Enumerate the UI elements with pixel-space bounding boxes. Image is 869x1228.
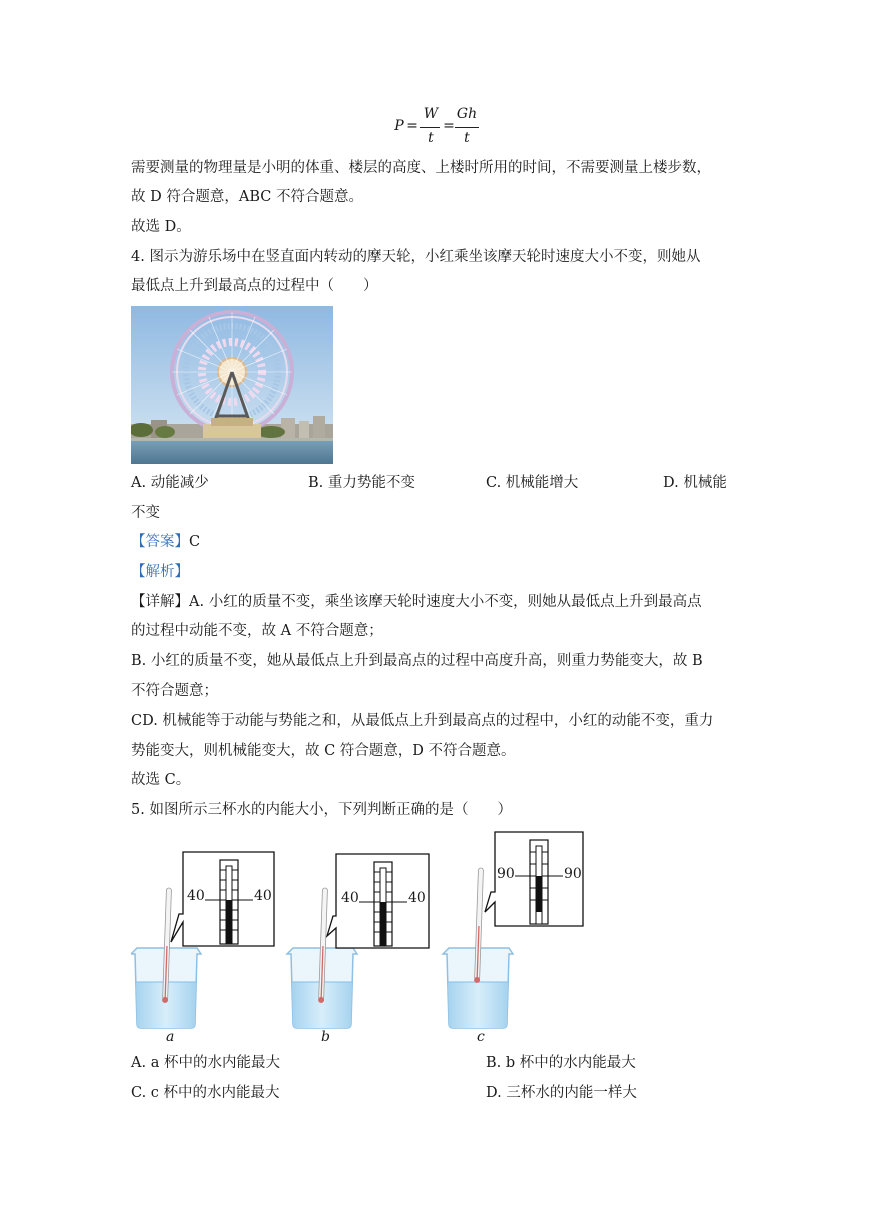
detail-line: 【详解】A. 小红的质量不变，乘坐该摩天轮时速度大小不变，则她从最低点上升到最高点 bbox=[131, 594, 702, 610]
cup-label-c: c bbox=[477, 1029, 485, 1045]
formula-lhs: P bbox=[394, 118, 404, 134]
power-formula bbox=[392, 106, 512, 150]
reading-b-right: 40 bbox=[408, 890, 426, 906]
option-d-wrap: 不变 bbox=[131, 505, 160, 521]
option-d: D. 机械能 bbox=[663, 475, 727, 491]
reading-c-right: 90 bbox=[564, 866, 582, 882]
text-line: 故选 D。 bbox=[131, 219, 191, 235]
formula-num2: Gh bbox=[456, 106, 478, 122]
formula-eq2: = bbox=[443, 118, 455, 134]
option-a: A. 动能减少 bbox=[131, 475, 209, 491]
reading-a-right: 40 bbox=[254, 888, 272, 904]
detail-line: CD. 机械能等于动能与势能之和，从最低点上升到最高点的过程中，小红的动能不变，重力 bbox=[131, 713, 714, 729]
question-5-stem: 5. 如图所示三杯水的内能大小，下列判断正确的是（ ） bbox=[131, 802, 512, 818]
option-b: B. 重力势能不变 bbox=[308, 475, 415, 491]
text-line: 故 D 符合题意，ABC 不符合题意。 bbox=[131, 189, 363, 205]
formula-den2: t bbox=[464, 130, 470, 146]
cup-label-b: b bbox=[321, 1029, 330, 1045]
question-4-stem-cont: 最低点上升到最高点的过程中（ ） bbox=[131, 278, 378, 294]
analysis-tag: 【解析】 bbox=[131, 564, 189, 580]
answer-line bbox=[131, 532, 200, 552]
option-c: C. 机械能增大 bbox=[486, 475, 579, 491]
formula-num1: W bbox=[423, 106, 439, 122]
q5-option-c: C. c 杯中的水内能最大 bbox=[131, 1085, 280, 1101]
q5-option-a: A. a 杯中的水内能最大 bbox=[131, 1055, 280, 1071]
detail-line: 势能变大，则机械能变大，故 C 符合题意，D 不符合题意。 bbox=[131, 743, 516, 759]
reading-a-left: 40 bbox=[187, 888, 205, 904]
cup-label-a: a bbox=[166, 1029, 175, 1045]
formula-den1: t bbox=[428, 130, 434, 146]
fraction-bar-2 bbox=[455, 127, 479, 128]
answer-value: C bbox=[189, 534, 201, 550]
detail-line: B. 小红的质量不变，她从最低点上升到最高点的过程中高度升高，则重力势能变大，故 B bbox=[131, 653, 703, 669]
text-line: 需要测量的物理量是小明的体重、楼层的高度、上楼时所用的时间，不需要测量上楼步数， bbox=[131, 160, 711, 176]
detail-line: 故选 C。 bbox=[131, 772, 191, 788]
question-4-stem: 4. 图示为游乐场中在竖直面内转动的摩天轮，小红乘坐该摩天轮时速度大小不变，则她从 bbox=[131, 249, 701, 265]
beakers-figure bbox=[131, 830, 591, 1045]
fraction-bar-1 bbox=[420, 127, 440, 128]
detail-line: 不符合题意； bbox=[131, 683, 218, 699]
q5-option-d: D. 三杯水的内能一样大 bbox=[486, 1085, 637, 1101]
reading-b-left: 40 bbox=[341, 890, 359, 906]
q5-option-b: B. b 杯中的水内能最大 bbox=[486, 1055, 636, 1071]
detail-line: 的过程中动能不变，故 A 不符合题意； bbox=[131, 623, 383, 639]
answer-tag: 【答案】 bbox=[131, 534, 189, 550]
reading-c-left: 90 bbox=[497, 866, 515, 882]
formula-eq1: = bbox=[406, 118, 418, 134]
ferris-wheel-photo bbox=[131, 306, 333, 464]
